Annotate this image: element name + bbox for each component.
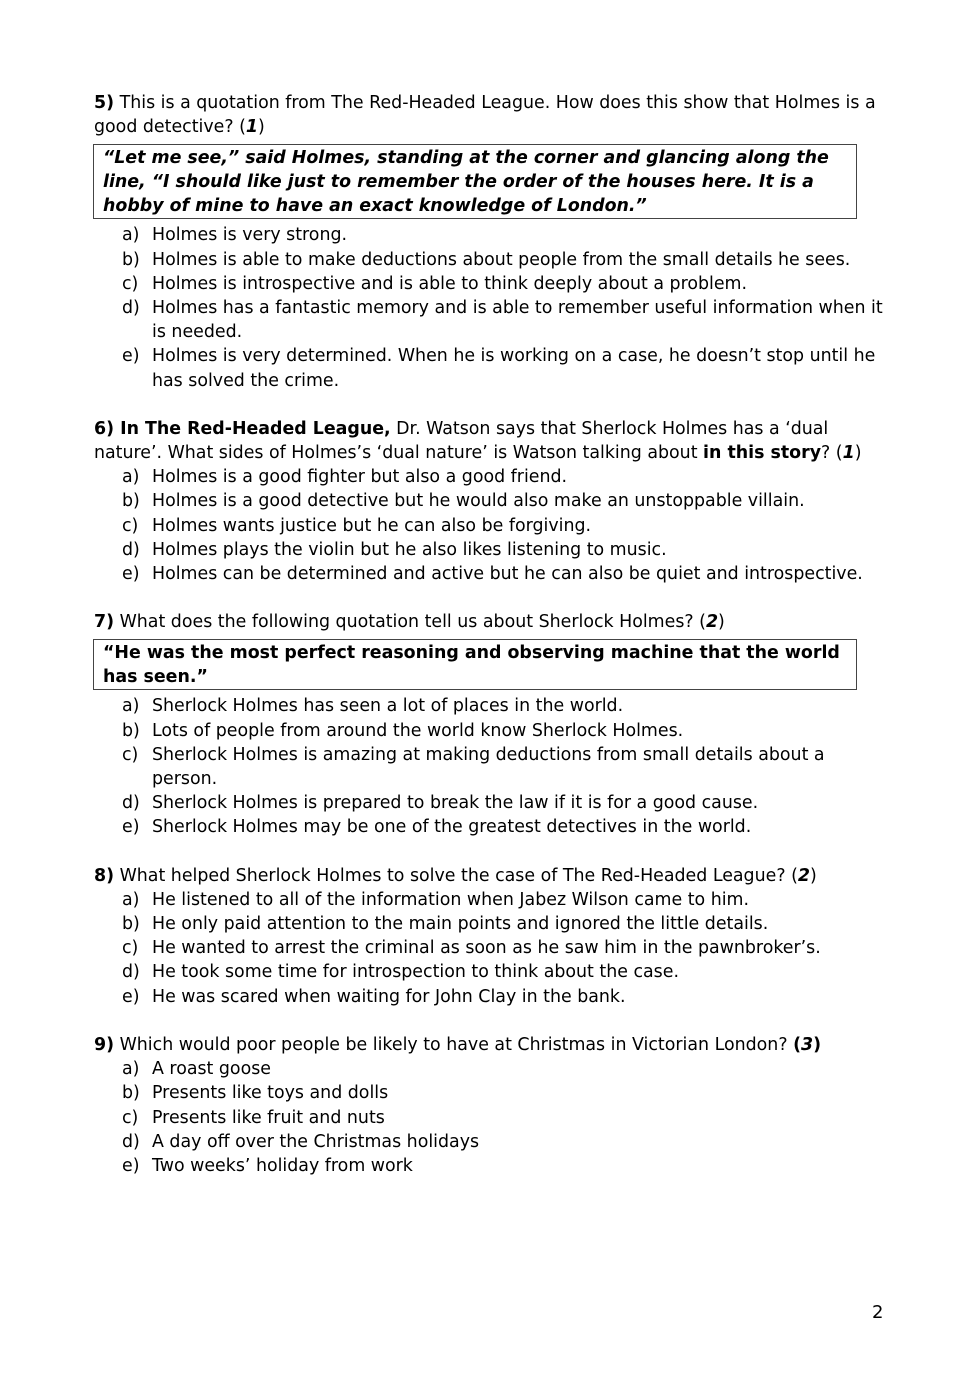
- question-number: 7): [94, 612, 115, 633]
- options-list: [94, 694, 894, 839]
- option-e[interactable]: e) Holmes can be determined and active but he can also be quiet and introspective.: [122, 564, 863, 585]
- question-number: 9): [94, 1034, 115, 1055]
- options-list: [94, 465, 894, 586]
- options-list: [94, 888, 894, 1009]
- option-c[interactable]: c) Holmes wants justice but he can also be forgiving.: [122, 515, 592, 536]
- question-5: [94, 91, 894, 393]
- page-number: 2: [872, 1302, 884, 1323]
- option-c[interactable]: c) Sherlock Holmes is amazing at making deductions from small details about a person.: [122, 744, 825, 790]
- option-c[interactable]: c) He wanted to arrest the criminal as soon as he saw him in the pawnbroker’s.: [122, 938, 821, 959]
- marks: (3): [793, 1034, 822, 1055]
- question-number: 6) In The Red-Headed League,: [94, 418, 391, 439]
- option-d[interactable]: d) A day off over the Christmas holidays: [122, 1131, 480, 1152]
- option-e[interactable]: e) He was scared when waiting for John Clay in the bank.: [122, 986, 626, 1007]
- question-8-prompt: 8) What helped Sherlock Holmes to solve the case of The Red-Headed League? (2): [94, 865, 817, 886]
- option-d[interactable]: d) Holmes plays the violin but he also likes listening to music.: [122, 539, 667, 560]
- option-d[interactable]: d) Sherlock Holmes is prepared to break the law if it is for a good cause.: [122, 793, 759, 814]
- question-6-prompt: 6) In The Red-Headed League, Dr. Watson says that Sherlock Holmes has a ‘dual nature’. What sides of Holmes’s ‘dual nature’ is Watson talking about in this story? (1): [94, 418, 862, 464]
- question-number: 5): [94, 93, 115, 113]
- marks: 2: [797, 865, 810, 886]
- options-list: [94, 223, 894, 392]
- option-a[interactable]: a) He listened to all of the information when Jabez Wilson came to him.: [122, 889, 750, 910]
- option-a[interactable]: a) Holmes is very strong.: [122, 225, 348, 246]
- question-6: [94, 417, 894, 586]
- worksheet-page: [94, 91, 894, 1202]
- quotation-box: “Let me see,” said Holmes, standing at the corner and glancing along the line, “I should like just to remember the order of the houses here. It is a hobby of mine to have an exact knowledge of London.”: [93, 144, 857, 219]
- option-b[interactable]: b) He only paid attention to the main points and ignored the little details.: [122, 914, 769, 935]
- option-b[interactable]: b) Lots of people from around the world know Sherlock Holmes.: [122, 720, 684, 741]
- options-list: [94, 1057, 894, 1178]
- option-d[interactable]: d) Holmes has a fantastic memory and is able to remember useful information when it is needed.: [122, 298, 883, 343]
- question-5-prompt: 5) This is a quotation from The Red-Headed League. How does this show that Holmes is a good detective? (1): [94, 93, 876, 138]
- option-e[interactable]: e) Sherlock Holmes may be one of the greatest detectives in the world.: [122, 817, 752, 838]
- option-b[interactable]: b) Holmes is able to make deductions about people from the small details he sees.: [122, 249, 851, 270]
- question-9-prompt: 9) Which would poor people be likely to have at Christmas in Victorian London? (3): [94, 1034, 822, 1055]
- option-b[interactable]: b) Presents like toys and dolls: [122, 1083, 389, 1104]
- option-c[interactable]: c) Presents like fruit and nuts: [122, 1107, 385, 1128]
- question-8: [94, 864, 894, 1009]
- option-a[interactable]: a) Sherlock Holmes has seen a lot of places in the world.: [122, 696, 624, 717]
- option-a[interactable]: a) A roast goose: [122, 1059, 271, 1080]
- option-b[interactable]: b) Holmes is a good detective but he would also make an unstoppable villain.: [122, 491, 805, 512]
- option-e[interactable]: e) Two weeks’ holiday from work: [122, 1155, 413, 1176]
- option-c[interactable]: c) Holmes is introspective and is able to think deeply about a problem.: [122, 273, 748, 294]
- question-7-prompt: 7) What does the following quotation tell us about Sherlock Holmes? (2): [94, 612, 725, 633]
- quotation-box: “He was the most perfect reasoning and observing machine that the world has seen.”: [93, 639, 857, 690]
- question-number: 8): [94, 865, 115, 886]
- option-a[interactable]: a) Holmes is a good fighter but also a good friend.: [122, 467, 568, 488]
- marks: 1: [842, 443, 855, 464]
- question-9: [94, 1033, 894, 1178]
- marks: 2: [705, 612, 719, 633]
- option-e[interactable]: e) Holmes is very determined. When he is working on a case, he doesn’t stop until he has solved the crime.: [122, 346, 876, 391]
- option-d[interactable]: d) He took some time for introspection to think about the case.: [122, 962, 679, 983]
- marks: 1: [245, 117, 258, 138]
- question-7: [94, 610, 894, 839]
